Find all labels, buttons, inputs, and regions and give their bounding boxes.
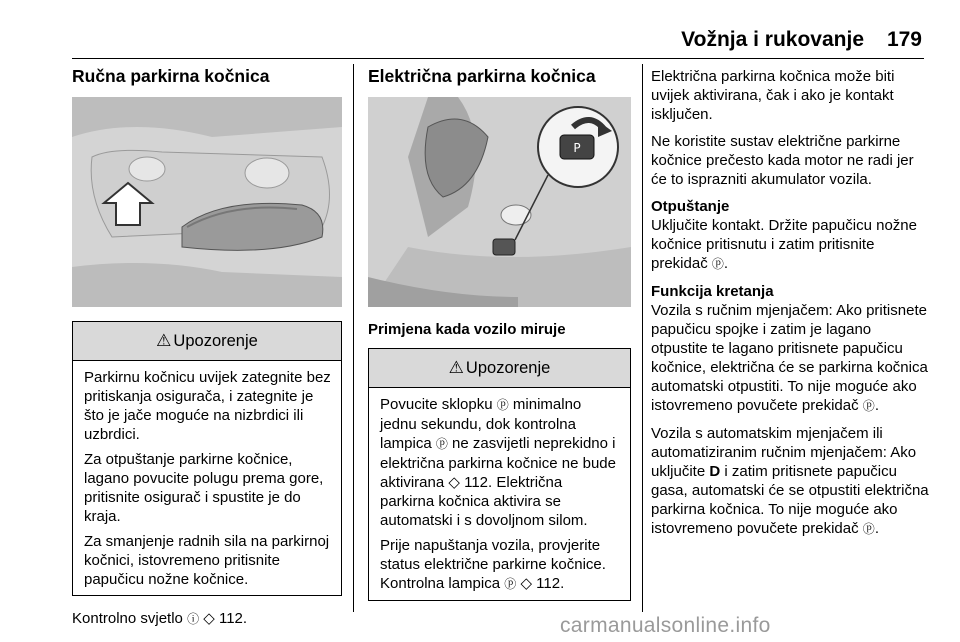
warning-body	[369, 388, 630, 600]
warning-paragraph: Parkirnu kočnicu uvijek zategnite bez pritiskanja osigurača, i zategnite je što je jače moguće na nizbrdici ili uzbrdici.	[84, 369, 331, 443]
svg-text:P: P	[573, 141, 581, 155]
park-lamp-icon: ⓟ	[435, 437, 448, 451]
indicator-reference: Kontrolno svjetlo ⓘ ◇ 112.	[72, 610, 248, 627]
warning-paragraph: Prije napuštanja vozila, provjerite status električne parkirne kočnice. Kontrolna lampica ⓟ ◇ 112.	[380, 537, 606, 592]
column-1	[72, 64, 342, 629]
gear-d-label: D	[709, 463, 721, 480]
column-3	[651, 67, 931, 547]
handbrake-illustration	[72, 97, 342, 307]
release-title: Otpuštanje	[651, 198, 730, 215]
header-rule	[72, 58, 924, 59]
warning-triangle-icon: ⚠	[448, 358, 464, 377]
warning-box	[72, 321, 342, 596]
drive-away-manual: Vozila s ručnim mjenjačem: Ako pritisnete papučicu spojke i zatim je lagano otpustite te lagano pritisnete papučicu kočnice, električna će se parkirna kočnica automatski otpustiti. To nije moguće ako istovremeno povučete prekidač ⓟ.	[651, 302, 928, 414]
column-divider-2	[642, 64, 643, 612]
indicator-icon: ⓘ	[187, 612, 200, 626]
warning-box	[368, 348, 631, 601]
handbrake-photo	[72, 97, 342, 307]
drive-away-title: Funkcija kretanja	[651, 283, 774, 300]
epb-photo	[368, 97, 631, 307]
warning-header	[369, 349, 630, 388]
warning-title: Upozorenje	[173, 331, 258, 350]
page-ref-icon: ◇	[520, 575, 532, 592]
page-number: 179	[886, 28, 922, 51]
warning-paragraph: Za otpuštanje parkirne kočnice, lagano povucite polugu prema gore, pritisnite osigurač i spustite je do kraja.	[84, 451, 324, 525]
park-switch-icon: ⓟ	[862, 522, 875, 536]
warning-paragraph: Povucite sklopku ⓟ minimalno jednu sekundu, dok kontrolna lampica ⓟ ne zasvijetli neprekidno i električna parkirna kočnice ne bude aktivirana ◇ 112. Električna parkirna kočnica aktivira se automatski i s dovoljnom silom.	[380, 396, 616, 529]
release-paragraph: Uključite kontakt. Držite papučicu nožne kočnice pritisnutu i zatim pritisnite prekidač ⓟ.	[651, 217, 917, 272]
paragraph: Električna parkirna kočnica može biti uvijek aktivirana, čak i ako je kontakt isključen.	[651, 68, 895, 123]
park-lamp-icon: ⓟ	[504, 577, 517, 591]
column-divider-1	[353, 64, 354, 612]
section-heading: Ručna parkirna kočnica	[72, 66, 270, 86]
page-reference: 112.	[218, 610, 248, 627]
warning-header	[73, 322, 341, 361]
epb-illustration	[368, 97, 631, 307]
warning-title: Upozorenje	[465, 358, 551, 377]
watermark: carmanualsonline.info	[560, 614, 771, 637]
warning-paragraph: Za smanjenje radnih sila na parkirnoj kočnici, istovremeno pritisnite papučicu nožne kočnice.	[84, 533, 330, 588]
park-switch-icon: ⓟ	[862, 399, 875, 413]
warning-triangle-icon: ⚠	[156, 331, 172, 350]
page-ref-icon: ◇	[448, 474, 460, 491]
column-2	[368, 64, 631, 601]
park-switch-icon: ⓟ	[711, 257, 724, 271]
section-heading: Električna parkirna kočnica	[368, 66, 596, 86]
page-ref-icon: ◇	[203, 610, 215, 627]
page-reference: 112.	[464, 474, 493, 491]
park-switch-icon: ⓟ	[496, 398, 509, 412]
header-title: Vožnja i rukovanje	[681, 28, 864, 51]
subheading: Primjena kada vozilo miruje	[368, 321, 566, 338]
page-reference: 112.	[536, 575, 565, 592]
warning-body	[73, 361, 341, 595]
drive-away-automatic: Vozila s automatskim mjenjačem ili automatiziranim ručnim mjenjačem: Ako uključite D i zatim pritisnete papučicu gasa, automatski će se otpustiti električna parkirna kočnica. To nije moguće ako istovremeno povučete prekidač ⓟ.	[651, 425, 929, 537]
paragraph: Ne koristite sustav električne parkirne kočnice prečesto kada motor ne radi jer će to isprazniti akumulator vozila.	[651, 133, 914, 188]
